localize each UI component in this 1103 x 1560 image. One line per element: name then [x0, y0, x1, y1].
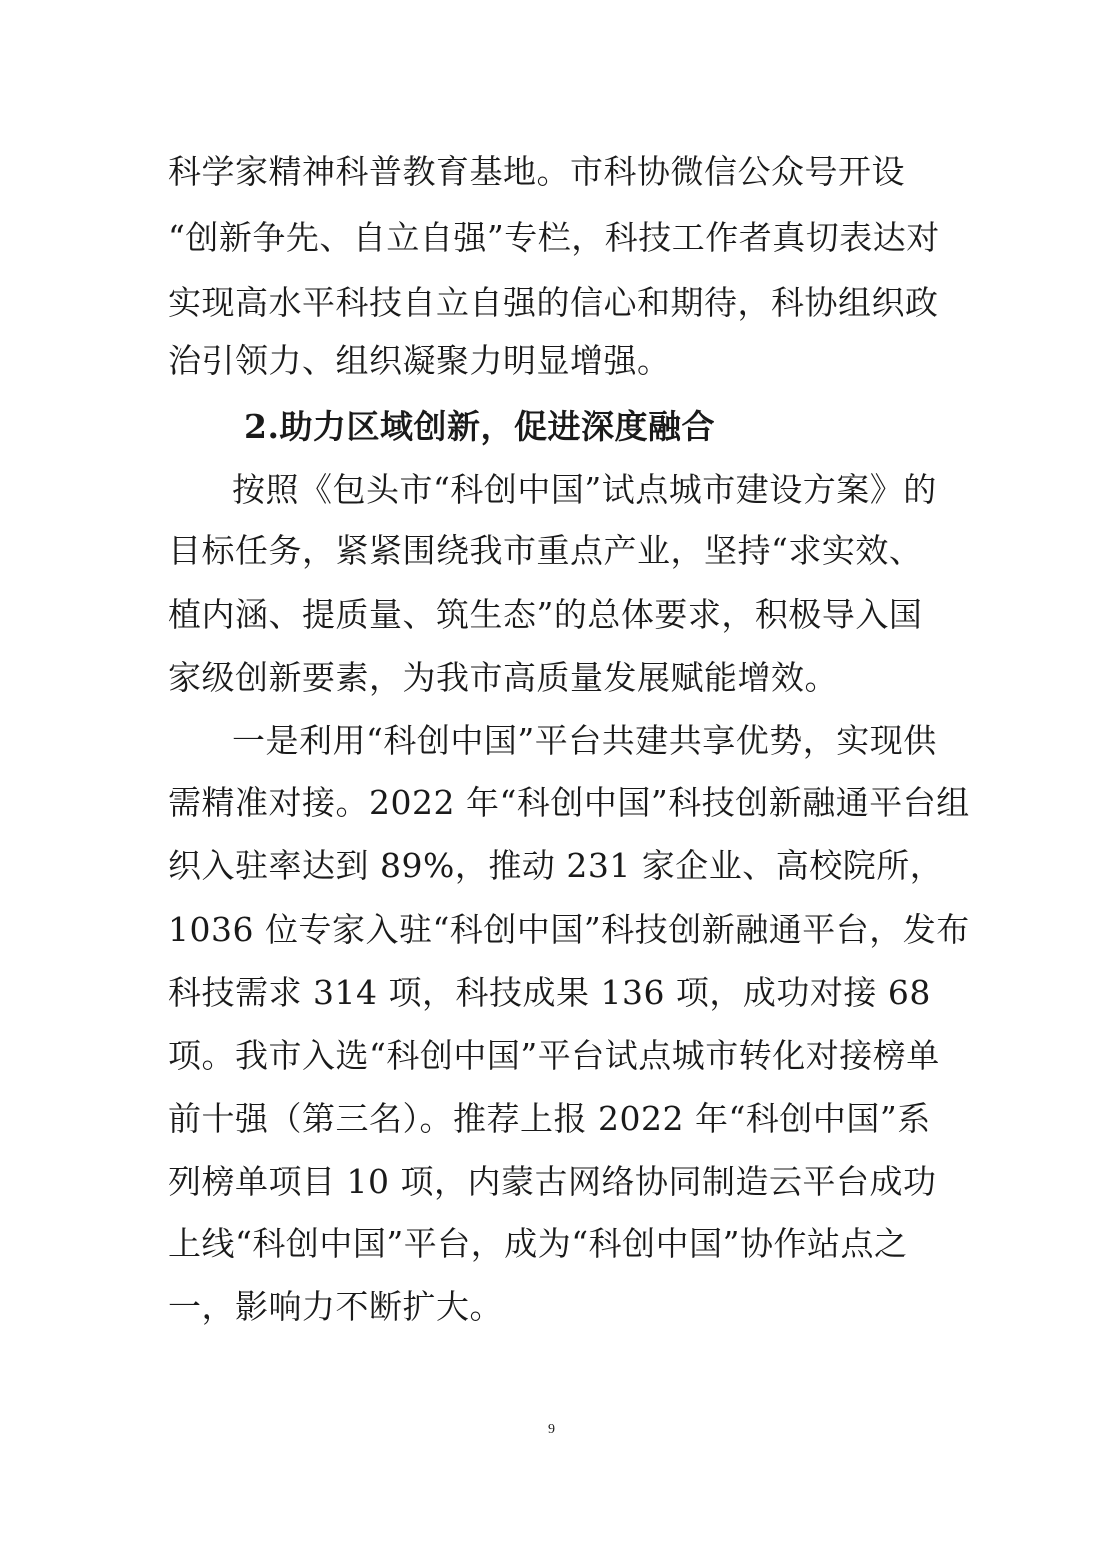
paragraph-line: 家级创新要素，为我市高质量发展赋能增效。	[168, 658, 838, 697]
paragraph-line: 按照《包头市“科创中国”试点城市建设方案》的	[232, 470, 937, 509]
paragraph-line: 植内涵、提质量、筑生态”的总体要求，积极导入国	[168, 595, 923, 634]
paragraph-line: “创新争先、自立自强”专栏，科技工作者真切表达对	[168, 218, 940, 257]
paragraph-line: 目标任务，紧紧围绕我市重点产业，坚持“求实效、	[168, 531, 923, 570]
section-heading: 2.助力区域创新，促进深度融合	[244, 407, 715, 446]
paragraph-line: 一是利用“科创中国”平台共建共享优势，实现供	[232, 721, 937, 760]
paragraph-line: 需精准对接。2022 年“科创中国”科技创新融通平台组	[168, 783, 970, 822]
paragraph-line: 实现高水平科技自立自强的信心和期待，科协组织政	[168, 283, 939, 322]
paragraph-line: 织入驻率达到 89%，推动 231 家企业、高校院所，	[168, 846, 944, 885]
paragraph-line: 列榜单项目 10 项，内蒙古网络协同制造云平台成功	[168, 1162, 937, 1201]
paragraph-line: 科学家精神科普教育基地。市科协微信公众号开设	[168, 152, 905, 191]
page-number: 9	[548, 1422, 555, 1437]
paragraph-line: 项。我市入选“科创中国”平台试点城市转化对接榜单	[168, 1036, 940, 1075]
paragraph-line: 治引领力、组织凝聚力明显增强。	[168, 341, 671, 380]
paragraph-line: 前十强（第三名）。推荐上报 2022 年“科创中国”系	[168, 1099, 931, 1138]
paragraph-line: 1036 位专家入驻“科创中国”科技创新融通平台，发布	[168, 910, 970, 949]
paragraph-line: 科技需求 314 项，科技成果 136 项，成功对接 68	[168, 973, 931, 1012]
paragraph-line: 上线“科创中国”平台，成为“科创中国”协作站点之	[168, 1224, 908, 1263]
paragraph-line: 一，影响力不断扩大。	[168, 1287, 503, 1326]
